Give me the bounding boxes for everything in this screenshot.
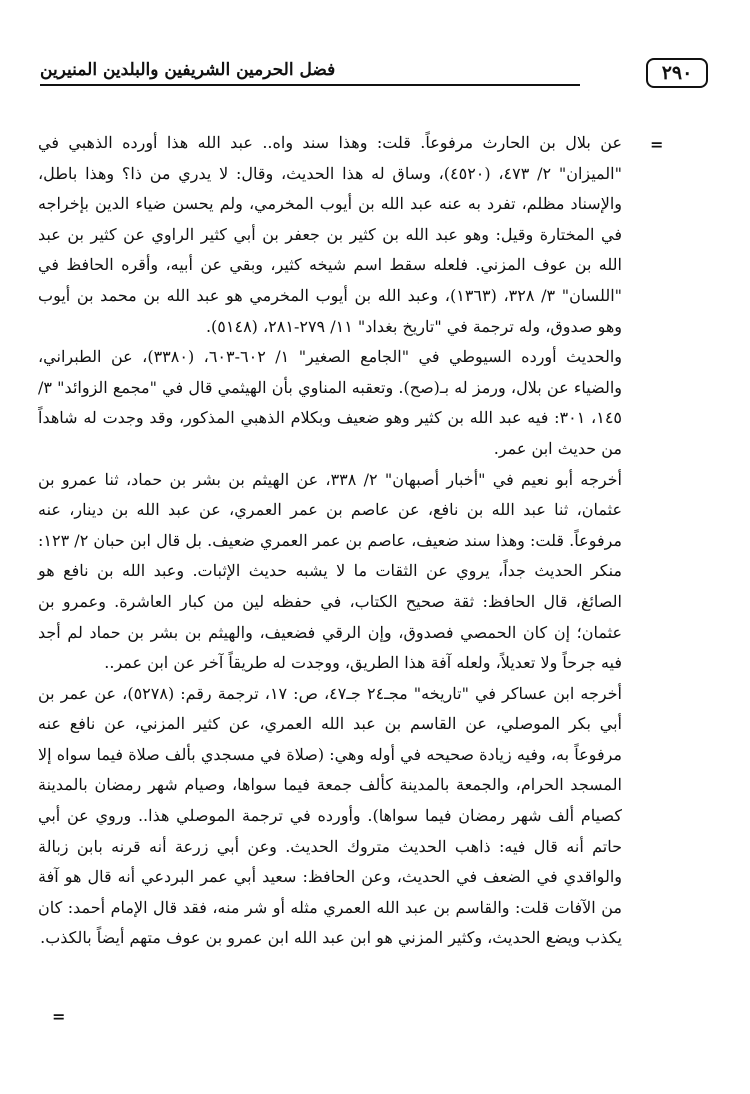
paragraph: أخرجه ابن عساكر في "تاريخه" مجـ٢٤ جـ٤٧، ص: ١٧، ترجمة رقم: (٥٢٧٨)، عن عمر بن أبي بكر الموصلي، عن القاسم بن عبد الله العمري، عن كثير المزني، عن نافع عنه مرفوعاً به، وفيه زيادة صحيحه في أوله وهي: (صلاة في مسجدي بألف صلاة فيما سواه إلا المسجد الحرام، والجمعة بالمدينة كألف جمعة فيما سواها، وصيام شهر رمضان بالمدينة كصيام ألف شهر رمضان فيما سواها). وأورده في ترجمة الموصلي هذا.. وروي عن أبي حاتم أنه قال فيه: ذاهب الحديث متروك الحديث. وعن أبي زرعة أنه قرنه بابن زبالة والواقدي في الضعف في الحديث، وعن الحافظ: سعيد أبي عمر البردعي أنه قال هو آفة من الآفات قلت: والقاسم بن عبد الله العمري مثله أو شر منه، فقد قال الإمام أحمد: كان يكذب ويضع الحديث، وكثير المزني هو ابن عبد الله ابن عمرو بن عوف متهم أيضاً بالكذب.: [38, 683, 623, 948]
continuation-mark-end: =: [52, 1007, 66, 1026]
running-header-title: فضل الحرمين الشريفين والبلدين المنيرين: [40, 60, 336, 80]
page-number: ٢٩٠: [646, 58, 708, 88]
footnote-body: [38, 128, 622, 954]
paragraph: أخرجه أبو نعيم في "أخبار أصبهان" ٢/ ٣٣٨، عن الهيثم بن بشر بن حماد، ثنا عمرو بن عثمان، ثنا عبد الله بن نافع، عن عاصم بن عمر العمري، عن عبد الله بن دينار، عنه مرفوعاً. قلت: وهذا سند ضعيف، عاصم بن عمر العمري ضعيف. بل قال ابن حبان ٢/ ١٢٣: منكر الحديث جداً، يروي عن الثقات ما لا يشبه حديث الإثبات. وعبد الله بن نافع هو الصائغ، قال الحافظ: ثقة صحيح الكتاب، في حفظه لين من كبار العاشرة. وعمرو بن عثمان؛ إن كان الحمصي فصدوق، وإن الرقي فضعيف، والهيثم بن بشر بن حماد لم أجد فيه جرحاً ولا تعديلاً، ولعله آفة هذا الطريق، ووجدت له طريقاً آخر عن ابن عمر..: [38, 469, 623, 673]
continuation-mark-start: =: [650, 135, 664, 154]
paragraph: والحديث أورده السيوطي في "الجامع الصغير" ١/ ٦٠٢-٦٠٣، (٣٣٨٠)، عن الطبراني، والضياء عن بلال، ورمز له بـ(صح). وتعقبه المناوي بأن الهيثمي قال في "مجمع الزوائد" ٣/ ١٤٥، ٣٠١: فيه عبد الله بن كثير وهو ضعيف وبكلام الذهبي المذكور، وقد وجدت له شاهداً من حديث ابن عمر.: [38, 347, 622, 458]
paragraph: عن بلال بن الحارث مرفوعاً. قلت: وهذا سند واه.. عبد الله هذا أورده الذهبي في "الميزان" ٢/ ٤٧٣، (٤٥٢٠)، وساق له هذا الحديث، وقال: لا يدري من ذا؟ وهذا باطل، والإسناد مظلم، تفرد به عنه عبد الله بن أيوب المخرمي، ولم يحسن ضياء الدين بإخراجه في المختارة وقيل: وهو عبد الله بن كثير بن جعفر بن أبي كثير الراوي عن كثير بن عبد الله بن عوف المزني. فلعله سقط اسم شيخه كثير، وبقي عن أبيه، وأقره الحافظ في "اللسان" ٣/ ٣٢٨، (١٣٦٣)، وعبد الله بن أيوب المخرمي هو عبد الله بن محمد بن أيوب وهو صدوق، وله ترجمة في "تاريخ بغداد" ١١/ ٢٧٩-٢٨١، (٥١٤٨).: [38, 133, 623, 336]
header-rule: [40, 84, 580, 86]
running-header: [40, 56, 708, 92]
